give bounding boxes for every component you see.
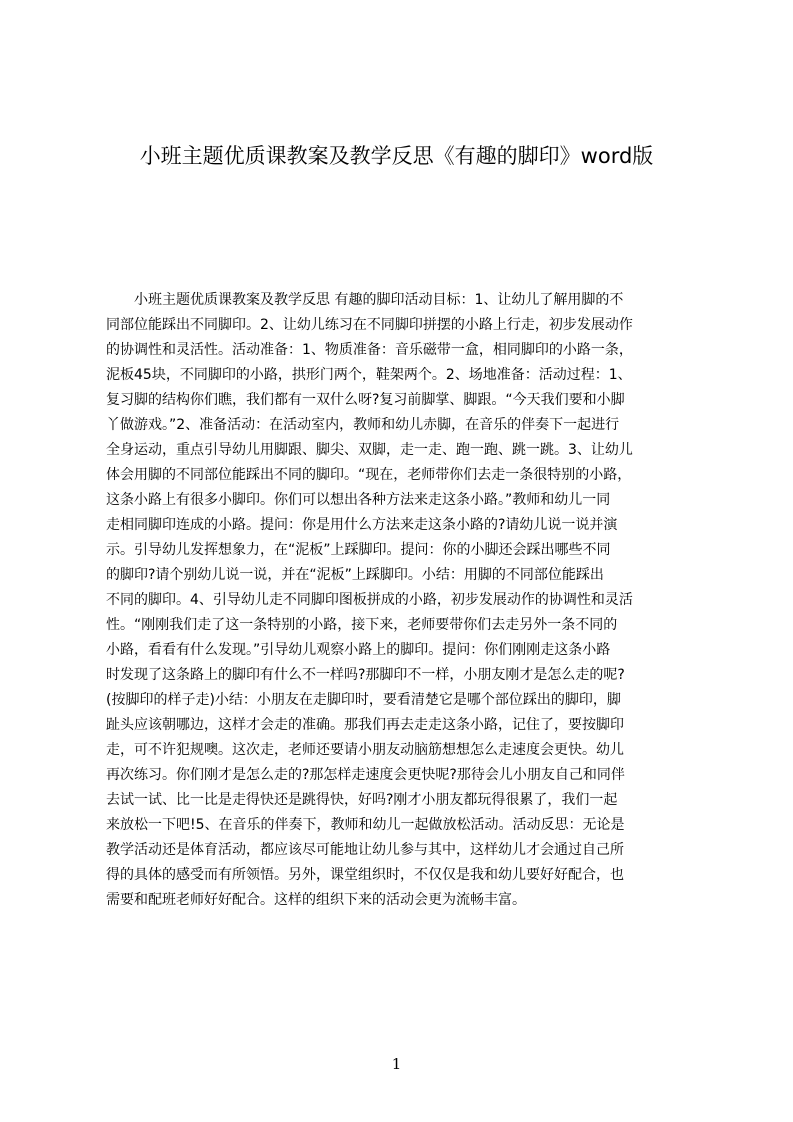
body-line: 小班主题优质课教案及教学反思 有趣的脚印活动目标：1、让幼儿了解用脚的不 bbox=[106, 292, 624, 308]
document-title: 小班主题优质课教案及教学反思《有趣的脚印》word版 bbox=[139, 144, 654, 168]
body-line: 这条小路上有很多小脚印。你们可以想出各种方法来走这条小路。”教师和幼儿一同 bbox=[106, 492, 611, 508]
body-line: 丫做游戏。”2、准备活动：在活动室内，教师和幼儿赤脚，在音乐的伴奏下一起进行 bbox=[106, 417, 620, 433]
body-line: 走相同脚印连成的小路。提问：你是用什么方法来走这条小路的?请幼儿说一说并演 bbox=[106, 517, 618, 533]
body-line: 得的具体的感受而有所领悟。另外，课堂组织时，不仅仅是我和幼儿要好好配合，也 bbox=[106, 867, 624, 883]
body-line: 小路，看看有什么发现。”引导幼儿观察小路上的脚印。提问：你们刚刚走这条小路 bbox=[106, 642, 611, 658]
body-line: (按脚印的样子走)小结：小朋友在走脚印时，要看清楚它是哪个部位踩出的脚印，脚 bbox=[106, 692, 621, 708]
page-number: 1 bbox=[391, 1055, 402, 1073]
body-line: 示。引导幼儿发挥想象力，在“泥板”上踩脚印。提问：你的小脚还会踩出哪些不同 bbox=[106, 542, 611, 558]
body-line: 体会用脚的不同部位能踩出不同的脚印。“现在，老师带你们去走一条很特别的小路， bbox=[106, 467, 632, 483]
body-line: 时发现了这条路上的脚印有什么不一样吗?那脚印不一样，小朋友刚才是怎么走的呢? bbox=[106, 667, 625, 683]
body-line: 性。“刚刚我们走了这一条特别的小路，接下来，老师要带你们去走另外一条不同的 bbox=[106, 617, 618, 633]
body-line: 来放松一下吧!5、在音乐的伴奏下，教师和幼儿一起做放松活动。活动反思：无论是 bbox=[106, 817, 625, 833]
body-line: 同部位能踩出不同脚印。2、让幼儿练习在不同脚印拼摆的小路上行走，初步发展动作 bbox=[106, 317, 633, 333]
body-line: 泥板45块，不同脚印的小路，拱形门两个，鞋架两个。2、场地准备：活动过程：1、 bbox=[106, 367, 632, 383]
body-line: 去试一试、比一比是走得快还是跳得快，好吗?刚才小朋友都玩得很累了，我们一起 bbox=[106, 792, 618, 808]
body-line: 走，可不许犯规噢。这次走，老师还要请小朋友动脑筋想想怎么走速度会更快。幼儿 bbox=[106, 742, 624, 758]
document-body bbox=[106, 288, 698, 913]
body-line: 再次练习。你们刚才是怎么走的?那怎样走速度会更快呢?那待会儿小朋友自己和同伴 bbox=[106, 767, 625, 783]
body-line: 的脚印?请个别幼儿说一说，并在“泥板”上踩脚印。小结：用脚的不同部位能踩出 bbox=[106, 567, 604, 583]
body-line: 不同的脚印。4、引导幼儿走不同脚印图板拼成的小路，初步发展动作的协调性和灵活 bbox=[106, 592, 633, 608]
body-line: 教学活动还是体育活动，都应该尽可能地让幼儿参与其中，这样幼儿才会通过自己所 bbox=[106, 842, 624, 858]
body-line: 全身运动，重点引导幼儿用脚跟、脚尖、双脚，走一走、跑一跑、跳一跳。3、让幼儿 bbox=[106, 442, 633, 458]
body-line: 需要和配班老师好好配合。这样的组织下来的活动会更为流畅丰富。 bbox=[106, 892, 526, 908]
body-line: 的协调性和灵活性。活动准备：1、物质准备：音乐磁带一盒，相同脚印的小路一条， bbox=[106, 342, 633, 358]
body-line: 趾头应该朝哪边，这样才会走的准确。那我们再去走走这条小路，记住了，要按脚印 bbox=[106, 717, 624, 733]
body-line: 复习脚的结构你们瞧，我们都有一双什么呀?复习前脚掌、脚跟。“今天我们要和小脚 bbox=[106, 392, 625, 408]
